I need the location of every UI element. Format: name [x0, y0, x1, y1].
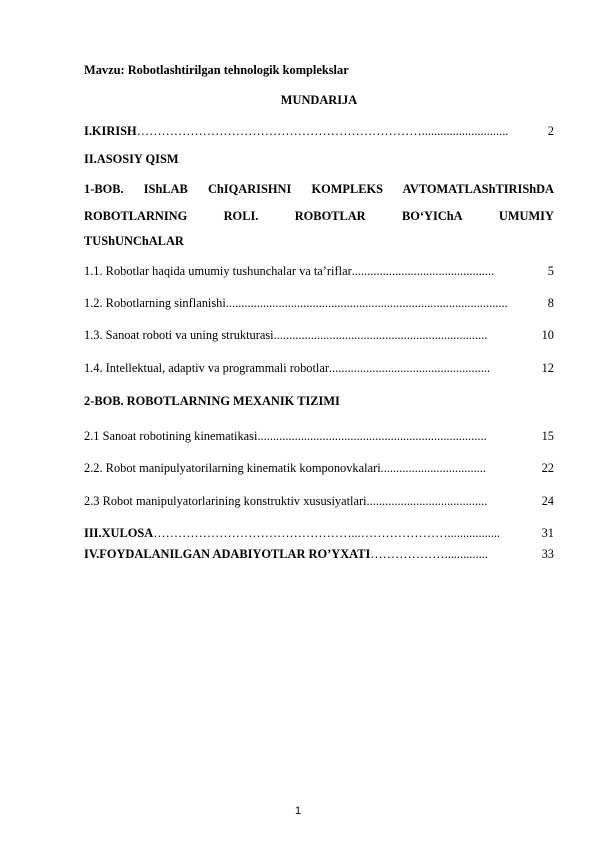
toc-page-number: 8 — [547, 296, 554, 310]
toc-leader: …………………………………………...…………………................. — [153, 526, 501, 540]
toc-entry — [84, 428, 554, 444]
toc-page-number: 5 — [547, 264, 554, 278]
toc-entry-title: 2.3 Robot manipulyatorlarining konstruktiv xususiyatlari — [84, 494, 367, 508]
toc-section-heading: II.ASOSIY QISM — [84, 152, 179, 166]
toc-entry-title: 2.2. Robot manipulyatorilarning kinematik komponovkalari — [84, 461, 381, 475]
toc-entry — [84, 327, 554, 343]
word: ROBOTLARNING — [84, 209, 188, 223]
toc-entry-title: 1.4. Intellektual, adaptiv va programmali robotlar — [84, 361, 329, 375]
toc-leader: .............................................. — [351, 264, 495, 278]
toc-page-number: 33 — [541, 547, 554, 561]
toc-leader: ........................................................................................... — [225, 296, 508, 310]
toc-leader: ……………………………………………………………............................ — [136, 124, 509, 138]
toc-chapter1-line3: TUShUNChALAR — [84, 234, 184, 248]
toc-entry — [84, 295, 554, 311]
toc-page-number: 10 — [541, 328, 554, 342]
toc-entry — [84, 360, 554, 376]
toc-entry-title: III.XULOSA — [84, 526, 154, 540]
toc-entry-xulosa — [84, 525, 554, 541]
toc-entry-adabiyotlar — [84, 546, 554, 562]
toc-page-number: 15 — [541, 429, 554, 443]
toc-leader: ..................................................................... — [273, 328, 488, 342]
word: ROBOTLAR — [294, 209, 366, 223]
toc-chapter1-line2 — [84, 208, 554, 224]
toc-heading: MUNDARIJA — [280, 93, 358, 107]
toc-page-number: 24 — [541, 494, 554, 508]
toc-leader: .......................................................................... — [257, 429, 487, 443]
toc-entry-title: I.KIRISH — [84, 124, 137, 138]
toc-chapter1-line1: 1-BOB. IShLAB ChIQARISHNI KOMPLEKS AVTOMATLAShTIRIShDA — [84, 182, 554, 196]
toc-leader: .................................. — [380, 461, 486, 475]
toc-entry — [84, 263, 554, 279]
toc-entry-title: 2.1 Sanoat robotining kinematikasi — [84, 429, 258, 443]
toc-entry — [84, 460, 554, 476]
page-number-footer: 1 — [294, 805, 302, 817]
toc-entry-title: 1.3. Sanoat roboti va uning strukturasi — [84, 328, 274, 342]
toc-entry — [84, 493, 554, 509]
toc-page-number: 2 — [547, 124, 554, 138]
toc-page-number: 31 — [541, 526, 554, 540]
toc-leader: .................................................... — [328, 361, 491, 375]
toc-entry-title: IV.FOYDALANILGAN ADABIYOTLAR RO’YXATI — [84, 547, 371, 561]
toc-chapter2-heading: 2-BOB. ROBOTLARNING MEXANIK TIZIMI — [84, 394, 340, 408]
toc-entry-kirish — [84, 123, 554, 139]
toc-entry-title: 1.2. Robotlarning sinflanishi — [84, 296, 226, 310]
word: BO‘YIChA — [401, 209, 463, 223]
word: UMUMIY — [498, 209, 554, 223]
toc-page-number: 12 — [541, 361, 554, 375]
toc-leader: ....................................... — [366, 494, 488, 508]
toc-entry-title: 1.1. Robotlar haqida umumiy tushunchalar va ta’riflar — [84, 264, 352, 278]
word: ROLI. — [223, 209, 259, 223]
toc-page-number: 22 — [541, 461, 554, 475]
topic-line: Mavzu: Robotlashtirilgan tehnologik komplekslar — [84, 63, 349, 77]
toc-leader: ……………….............. — [370, 547, 488, 561]
